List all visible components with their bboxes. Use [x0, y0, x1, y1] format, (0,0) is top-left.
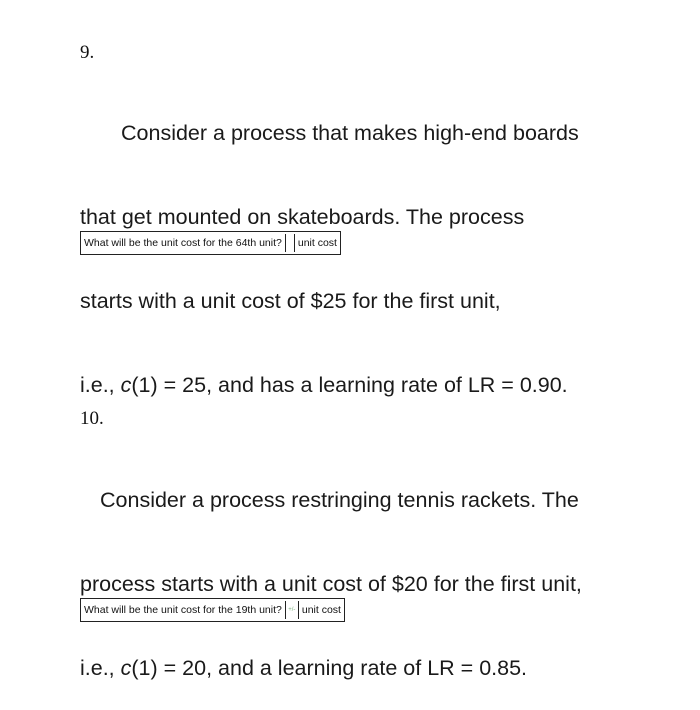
question-10-line-2: process starts with a unit cost of $20 for the first unit,	[80, 572, 582, 596]
question-9-function-symbol: c	[120, 373, 132, 397]
question-10-prompt: What will be the unit cost for the 19th unit?	[84, 604, 282, 616]
question-9-prompt: What will be the unit cost for the 64th unit?	[84, 237, 282, 249]
question-10-unit-label: unit cost	[301, 604, 341, 616]
question-10-line-3-suffix: (1) = 20, and a learning rate of LR = 0.85.	[131, 656, 528, 680]
question-10-text	[80, 430, 582, 710]
question-9-line-2: that get mounted on skateboards. The process	[80, 205, 525, 229]
question-9-line-3: starts with a unit cost of $25 for the first unit,	[80, 289, 501, 313]
question-10-number: 10.	[80, 408, 104, 429]
question-9-line-1: Consider a process that makes high-end boards	[121, 121, 579, 145]
question-9-line-4-prefix: i.e.,	[80, 373, 121, 397]
question-10-line-3-prefix: i.e.,	[80, 656, 121, 680]
question-9-answer-row	[80, 231, 341, 255]
question-9-line-4-suffix: (1) = 25, and has a learning rate of LR = 0.90.	[131, 373, 568, 397]
question-10-answer-input[interactable]	[285, 601, 299, 619]
question-10-answer-row	[80, 598, 345, 622]
question-9-unit-label: unit cost	[297, 237, 337, 249]
question-10-line-3	[80, 654, 582, 682]
question-10-line-1: Consider a process restringing tennis rackets. The	[100, 488, 579, 512]
question-9-number: 9.	[80, 42, 95, 63]
question-9-line-4	[80, 371, 579, 399]
question-10-function-symbol: c	[120, 656, 132, 680]
plus-minus-icon: +/-	[288, 607, 296, 613]
question-9-answer-input[interactable]	[285, 234, 295, 252]
